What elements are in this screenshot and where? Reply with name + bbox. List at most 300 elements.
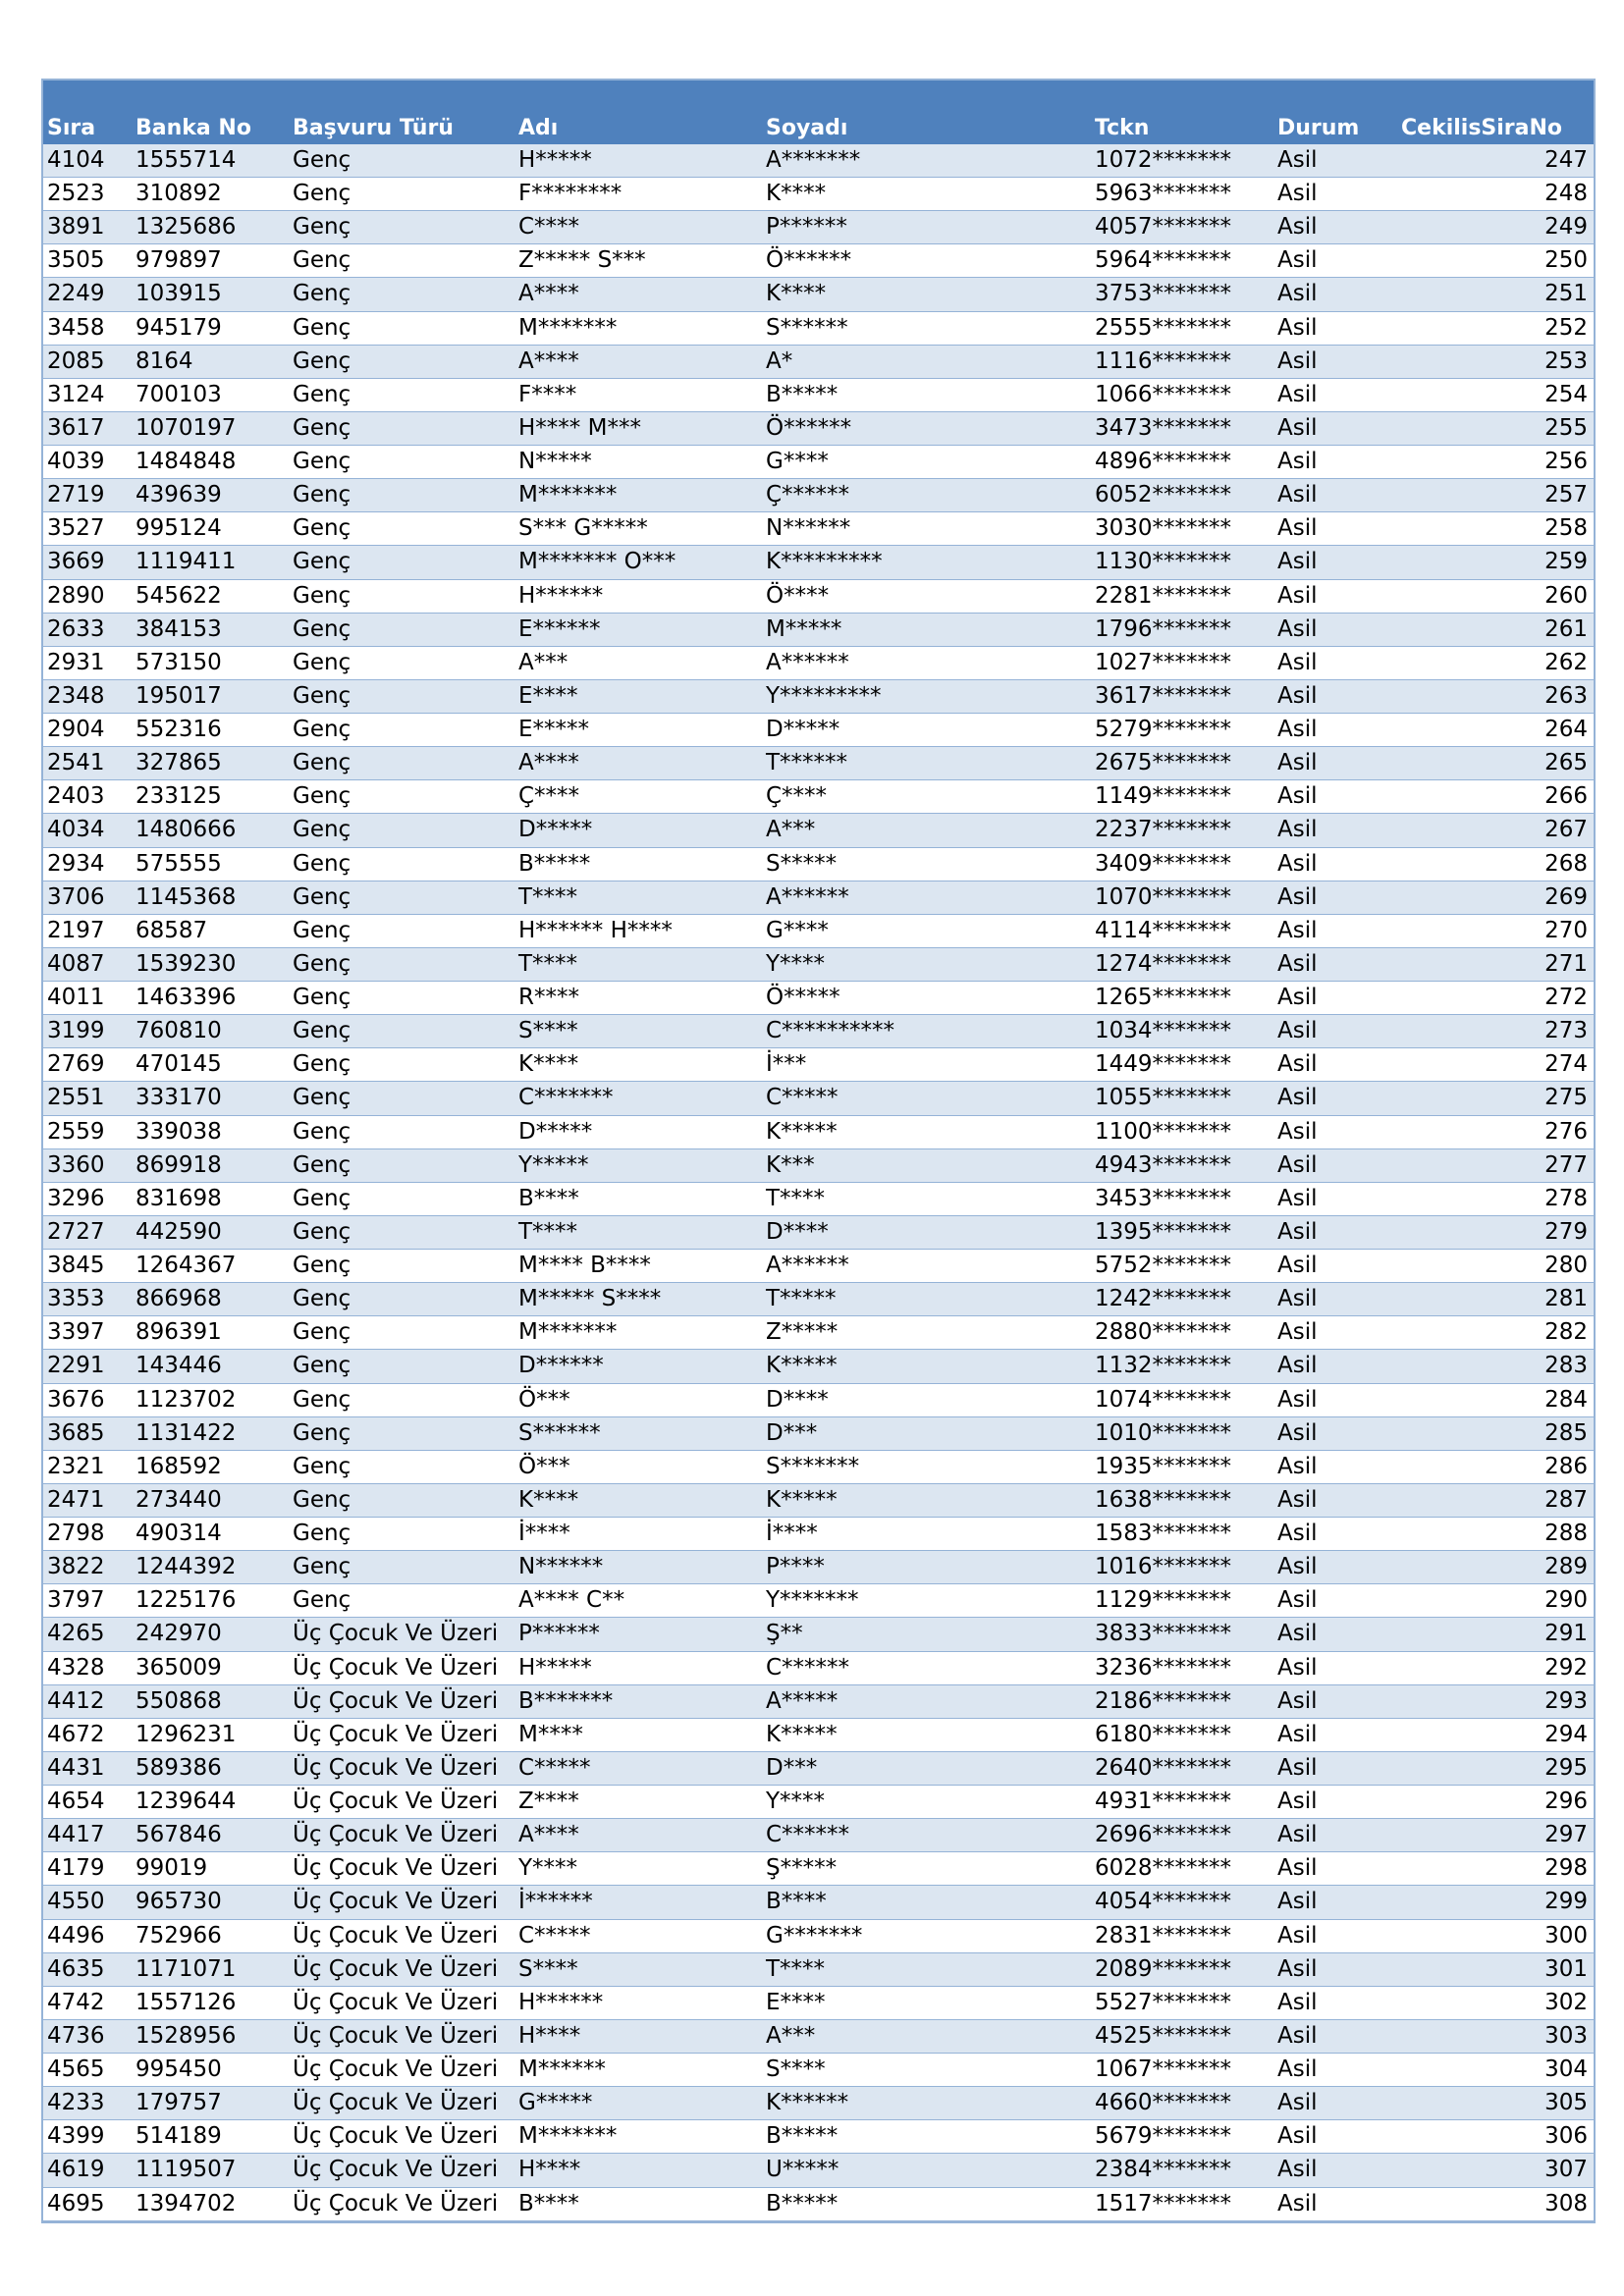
- cell-tckn: 3833*******: [1091, 1618, 1273, 1651]
- cell-banka-no: 1131422: [132, 1416, 289, 1450]
- cell-banka-no: 1244392: [132, 1551, 289, 1584]
- cell-sira: 4399: [43, 2120, 132, 2154]
- cell-banka-no: 552316: [132, 714, 289, 747]
- cell-durum: Asil: [1273, 1483, 1397, 1517]
- cell-sira: 2348: [43, 679, 132, 713]
- cell-durum: Asil: [1273, 278, 1397, 311]
- cell-adi: B*****: [514, 847, 762, 881]
- cell-tckn: 1034*******: [1091, 1015, 1273, 1048]
- cell-basvuru-turu: Üç Çocuk Ve Üzeri: [289, 1952, 514, 1986]
- cell-durum: Asil: [1273, 1952, 1397, 1986]
- table-body: [43, 143, 1594, 2220]
- cell-durum: Asil: [1273, 2187, 1397, 2220]
- cell-banka-no: 760810: [132, 1015, 289, 1048]
- cell-adi: C*******: [514, 1082, 762, 1115]
- cell-basvuru-turu: Genç: [289, 1416, 514, 1450]
- cell-tckn: 4054*******: [1091, 1886, 1273, 1919]
- cell-soyadi: S****: [762, 2054, 1091, 2087]
- table-row: [43, 1048, 1594, 1082]
- cell-banka-no: 1555714: [132, 143, 289, 178]
- cell-cekilis-sira-no: 294: [1397, 1718, 1594, 1751]
- cell-adi: E*****: [514, 714, 762, 747]
- cell-cekilis-sira-no: 280: [1397, 1250, 1594, 1283]
- table-row: [43, 178, 1594, 211]
- table-row: [43, 1518, 1594, 1551]
- table-row: [43, 1383, 1594, 1416]
- cell-cekilis-sira-no: 266: [1397, 780, 1594, 814]
- cell-tckn: 1449*******: [1091, 1048, 1273, 1082]
- cell-banka-no: 168592: [132, 1450, 289, 1483]
- cell-banka-no: 365009: [132, 1651, 289, 1684]
- cell-banka-no: 589386: [132, 1751, 289, 1785]
- cell-cekilis-sira-no: 273: [1397, 1015, 1594, 1048]
- table-row: [43, 1483, 1594, 1517]
- cell-basvuru-turu: Genç: [289, 244, 514, 278]
- cell-cekilis-sira-no: 301: [1397, 1952, 1594, 1986]
- cell-sira: 2291: [43, 1350, 132, 1383]
- cell-adi: C*****: [514, 1919, 762, 1952]
- cell-durum: Asil: [1273, 446, 1397, 479]
- cell-cekilis-sira-no: 296: [1397, 1786, 1594, 1819]
- cell-tckn: 5679*******: [1091, 2120, 1273, 2154]
- cell-cekilis-sira-no: 277: [1397, 1148, 1594, 1182]
- cell-durum: Asil: [1273, 1316, 1397, 1350]
- cell-banka-no: 1463396: [132, 982, 289, 1015]
- cell-durum: Asil: [1273, 1551, 1397, 1584]
- table-row: [43, 1215, 1594, 1249]
- cell-tckn: 1066*******: [1091, 378, 1273, 411]
- table-row: [43, 1283, 1594, 1316]
- cell-banka-no: 1480666: [132, 814, 289, 847]
- table-row: [43, 747, 1594, 780]
- cell-adi: C****: [514, 211, 762, 244]
- table-row: [43, 1919, 1594, 1952]
- cell-durum: Asil: [1273, 1819, 1397, 1852]
- cell-basvuru-turu: Genç: [289, 512, 514, 546]
- cell-basvuru-turu: Genç: [289, 1082, 514, 1115]
- cell-tckn: 1072*******: [1091, 143, 1273, 178]
- cell-sira: 3458: [43, 311, 132, 345]
- cell-adi: K****: [514, 1048, 762, 1082]
- col-header-banka-no[interactable]: Banka No: [132, 80, 289, 143]
- cell-tckn: 1016*******: [1091, 1551, 1273, 1584]
- cell-soyadi: İ***: [762, 1048, 1091, 1082]
- cell-sira: 4417: [43, 1819, 132, 1852]
- cell-tckn: 4660*******: [1091, 2087, 1273, 2120]
- table-row: [43, 1182, 1594, 1215]
- cell-sira: 3296: [43, 1182, 132, 1215]
- cell-cekilis-sira-no: 265: [1397, 747, 1594, 780]
- cell-durum: Asil: [1273, 1618, 1397, 1651]
- table-row: [43, 1751, 1594, 1785]
- cell-adi: M**** B****: [514, 1250, 762, 1283]
- cell-sira: 2197: [43, 914, 132, 947]
- cell-tckn: 3473*******: [1091, 411, 1273, 445]
- table-row: [43, 1651, 1594, 1684]
- table-row: [43, 814, 1594, 847]
- cell-tckn: 1129*******: [1091, 1584, 1273, 1618]
- table-row: [43, 847, 1594, 881]
- cell-tckn: 6028*******: [1091, 1852, 1273, 1886]
- cell-adi: H******: [514, 579, 762, 613]
- cell-durum: Asil: [1273, 1250, 1397, 1283]
- cell-cekilis-sira-no: 290: [1397, 1584, 1594, 1618]
- cell-tckn: 2384*******: [1091, 2154, 1273, 2187]
- cell-soyadi: Ö******: [762, 244, 1091, 278]
- table-row: [43, 1584, 1594, 1618]
- cell-sira: 3676: [43, 1383, 132, 1416]
- cell-soyadi: D****: [762, 1215, 1091, 1249]
- cell-banka-no: 439639: [132, 479, 289, 512]
- cell-cekilis-sira-no: 303: [1397, 2019, 1594, 2053]
- table-row: [43, 2054, 1594, 2087]
- cell-basvuru-turu: Genç: [289, 1350, 514, 1383]
- cell-soyadi: S******: [762, 311, 1091, 345]
- cell-adi: S******: [514, 1416, 762, 1450]
- cell-banka-no: 1123702: [132, 1383, 289, 1416]
- cell-sira: 3822: [43, 1551, 132, 1584]
- cell-adi: D******: [514, 1350, 762, 1383]
- cell-cekilis-sira-no: 284: [1397, 1383, 1594, 1416]
- table-row: [43, 1416, 1594, 1450]
- cell-sira: 2890: [43, 579, 132, 613]
- cell-adi: N*****: [514, 446, 762, 479]
- cell-basvuru-turu: Genç: [289, 714, 514, 747]
- table-row: [43, 579, 1594, 613]
- cell-banka-no: 490314: [132, 1518, 289, 1551]
- cell-adi: F********: [514, 178, 762, 211]
- cell-sira: 4496: [43, 1919, 132, 1952]
- cell-sira: 2719: [43, 479, 132, 512]
- table-row: [43, 1250, 1594, 1283]
- cell-basvuru-turu: Genç: [289, 579, 514, 613]
- cell-soyadi: C******: [762, 1819, 1091, 1852]
- cell-basvuru-turu: Genç: [289, 378, 514, 411]
- table-row: [43, 2120, 1594, 2154]
- cell-cekilis-sira-no: 255: [1397, 411, 1594, 445]
- cell-sira: 4265: [43, 1618, 132, 1651]
- cell-basvuru-turu: Genç: [289, 1383, 514, 1416]
- cell-soyadi: P****: [762, 1551, 1091, 1584]
- cell-adi: E****: [514, 679, 762, 713]
- cell-banka-no: 310892: [132, 178, 289, 211]
- cell-cekilis-sira-no: 268: [1397, 847, 1594, 881]
- cell-soyadi: Ö****: [762, 579, 1091, 613]
- cell-basvuru-turu: Üç Çocuk Ve Üzeri: [289, 2154, 514, 2187]
- cell-soyadi: Ç******: [762, 479, 1091, 512]
- cell-durum: Asil: [1273, 1148, 1397, 1182]
- cell-soyadi: Y****: [762, 1786, 1091, 1819]
- cell-soyadi: K****: [762, 278, 1091, 311]
- cell-basvuru-turu: Genç: [289, 1148, 514, 1182]
- cell-banka-no: 869918: [132, 1148, 289, 1182]
- cell-durum: Asil: [1273, 2087, 1397, 2120]
- cell-sira: 2633: [43, 613, 132, 646]
- cell-adi: M*******: [514, 2120, 762, 2154]
- cell-tckn: 1583*******: [1091, 1518, 1273, 1551]
- cell-tckn: 1027*******: [1091, 646, 1273, 679]
- cell-basvuru-turu: Genç: [289, 211, 514, 244]
- cell-soyadi: U*****: [762, 2154, 1091, 2187]
- cell-adi: D*****: [514, 1115, 762, 1148]
- cell-sira: 4087: [43, 947, 132, 981]
- table-row: [43, 947, 1594, 981]
- header-row: [43, 80, 1594, 143]
- cell-adi: Z****: [514, 1786, 762, 1819]
- cell-soyadi: K*****: [762, 1350, 1091, 1383]
- cell-cekilis-sira-no: 295: [1397, 1751, 1594, 1785]
- cell-durum: Asil: [1273, 2019, 1397, 2053]
- cell-basvuru-turu: Üç Çocuk Ve Üzeri: [289, 1651, 514, 1684]
- table-row: [43, 1551, 1594, 1584]
- table-row: [43, 479, 1594, 512]
- cell-adi: M*******: [514, 311, 762, 345]
- cell-adi: A**** C**: [514, 1584, 762, 1618]
- cell-adi: A****: [514, 278, 762, 311]
- cell-soyadi: Ö*****: [762, 982, 1091, 1015]
- table-row: [43, 1082, 1594, 1115]
- table-row: [43, 311, 1594, 345]
- cell-basvuru-turu: Genç: [289, 479, 514, 512]
- table-row: [43, 1450, 1594, 1483]
- cell-tckn: 3236*******: [1091, 1651, 1273, 1684]
- col-header-tckn[interactable]: Tckn: [1091, 80, 1273, 143]
- cell-banka-no: 99019: [132, 1852, 289, 1886]
- cell-banka-no: 1484848: [132, 446, 289, 479]
- cell-adi: T****: [514, 881, 762, 914]
- cell-cekilis-sira-no: 279: [1397, 1215, 1594, 1249]
- cell-adi: İ****: [514, 1518, 762, 1551]
- cell-banka-no: 470145: [132, 1048, 289, 1082]
- cell-cekilis-sira-no: 289: [1397, 1551, 1594, 1584]
- cell-banka-no: 1239644: [132, 1786, 289, 1819]
- cell-cekilis-sira-no: 252: [1397, 311, 1594, 345]
- cell-banka-no: 339038: [132, 1115, 289, 1148]
- cell-tckn: 1149*******: [1091, 780, 1273, 814]
- cell-banka-no: 1225176: [132, 1584, 289, 1618]
- cell-cekilis-sira-no: 278: [1397, 1182, 1594, 1215]
- cell-banka-no: 979897: [132, 244, 289, 278]
- cell-basvuru-turu: Genç: [289, 982, 514, 1015]
- cell-banka-no: 752966: [132, 1919, 289, 1952]
- cell-basvuru-turu: Üç Çocuk Ve Üzeri: [289, 2054, 514, 2087]
- cell-cekilis-sira-no: 275: [1397, 1082, 1594, 1115]
- table-row: [43, 2187, 1594, 2220]
- cell-cekilis-sira-no: 285: [1397, 1416, 1594, 1450]
- cell-durum: Asil: [1273, 881, 1397, 914]
- cell-cekilis-sira-no: 258: [1397, 512, 1594, 546]
- table-row: [43, 378, 1594, 411]
- cell-tckn: 4931*******: [1091, 1786, 1273, 1819]
- cell-tckn: 1935*******: [1091, 1450, 1273, 1483]
- cell-cekilis-sira-no: 263: [1397, 679, 1594, 713]
- cell-durum: Asil: [1273, 780, 1397, 814]
- cell-sira: 4233: [43, 2087, 132, 2120]
- cell-durum: Asil: [1273, 613, 1397, 646]
- cell-basvuru-turu: Üç Çocuk Ve Üzeri: [289, 2087, 514, 2120]
- cell-tckn: 2880*******: [1091, 1316, 1273, 1350]
- cell-cekilis-sira-no: 287: [1397, 1483, 1594, 1517]
- cell-adi: H****: [514, 2154, 762, 2187]
- cell-adi: S*** G*****: [514, 512, 762, 546]
- table-row: [43, 2087, 1594, 2120]
- cell-durum: Asil: [1273, 1450, 1397, 1483]
- cell-sira: 3669: [43, 546, 132, 579]
- col-header-soyadi[interactable]: Soyadı: [762, 80, 1091, 143]
- cell-basvuru-turu: Genç: [289, 646, 514, 679]
- cell-durum: Asil: [1273, 378, 1397, 411]
- cell-sira: 4039: [43, 446, 132, 479]
- cell-tckn: 3617*******: [1091, 679, 1273, 713]
- cell-banka-no: 896391: [132, 1316, 289, 1350]
- cell-tckn: 2237*******: [1091, 814, 1273, 847]
- cell-cekilis-sira-no: 264: [1397, 714, 1594, 747]
- cell-basvuru-turu: Üç Çocuk Ve Üzeri: [289, 1718, 514, 1751]
- cell-tckn: 4525*******: [1091, 2019, 1273, 2053]
- cell-banka-no: 143446: [132, 1350, 289, 1383]
- cell-adi: P******: [514, 1618, 762, 1651]
- cell-soyadi: B*****: [762, 2187, 1091, 2220]
- cell-durum: Asil: [1273, 1416, 1397, 1450]
- cell-cekilis-sira-no: 282: [1397, 1316, 1594, 1350]
- cell-basvuru-turu: Genç: [289, 1015, 514, 1048]
- cell-banka-no: 384153: [132, 613, 289, 646]
- cell-sira: 3505: [43, 244, 132, 278]
- cell-basvuru-turu: Üç Çocuk Ve Üzeri: [289, 1852, 514, 1886]
- cell-cekilis-sira-no: 251: [1397, 278, 1594, 311]
- cell-basvuru-turu: Üç Çocuk Ve Üzeri: [289, 1786, 514, 1819]
- cell-adi: Y*****: [514, 1148, 762, 1182]
- cell-tckn: 2640*******: [1091, 1751, 1273, 1785]
- cell-adi: B****: [514, 2187, 762, 2220]
- cell-sira: 4565: [43, 2054, 132, 2087]
- cell-sira: 3360: [43, 1148, 132, 1182]
- cell-basvuru-turu: Genç: [289, 1283, 514, 1316]
- cell-sira: 2931: [43, 646, 132, 679]
- cell-tckn: 1132*******: [1091, 1350, 1273, 1383]
- cell-durum: Asil: [1273, 411, 1397, 445]
- cell-cekilis-sira-no: 297: [1397, 1819, 1594, 1852]
- cell-tckn: 1265*******: [1091, 982, 1273, 1015]
- table-row: [43, 345, 1594, 378]
- cell-basvuru-turu: Üç Çocuk Ve Üzeri: [289, 1886, 514, 1919]
- cell-tckn: 5752*******: [1091, 1250, 1273, 1283]
- cell-sira: 4695: [43, 2187, 132, 2220]
- cell-adi: H****: [514, 2019, 762, 2053]
- cell-durum: Asil: [1273, 579, 1397, 613]
- cell-banka-no: 700103: [132, 378, 289, 411]
- cell-durum: Asil: [1273, 747, 1397, 780]
- cell-cekilis-sira-no: 260: [1397, 579, 1594, 613]
- cell-soyadi: E****: [762, 1986, 1091, 2019]
- table-row: [43, 780, 1594, 814]
- cell-soyadi: M*****: [762, 613, 1091, 646]
- cell-adi: D*****: [514, 814, 762, 847]
- cell-durum: Asil: [1273, 1886, 1397, 1919]
- cell-banka-no: 442590: [132, 1215, 289, 1249]
- cell-cekilis-sira-no: 281: [1397, 1283, 1594, 1316]
- cell-cekilis-sira-no: 304: [1397, 2054, 1594, 2087]
- cell-sira: 2541: [43, 747, 132, 780]
- table-row: [43, 982, 1594, 1015]
- col-header-basvuru-turu[interactable]: Başvuru Türü: [289, 80, 514, 143]
- cell-sira: 4672: [43, 1718, 132, 1751]
- cell-tckn: 3453*******: [1091, 1182, 1273, 1215]
- table-row: [43, 446, 1594, 479]
- cell-basvuru-turu: Genç: [289, 345, 514, 378]
- cell-basvuru-turu: Genç: [289, 947, 514, 981]
- cell-adi: İ******: [514, 1886, 762, 1919]
- cell-sira: 4742: [43, 1986, 132, 2019]
- col-header-cekilis-sira-no[interactable]: CekilisSiraNo: [1397, 80, 1594, 143]
- cell-durum: Asil: [1273, 1651, 1397, 1684]
- cell-cekilis-sira-no: 283: [1397, 1350, 1594, 1383]
- cell-tckn: 6180*******: [1091, 1718, 1273, 1751]
- cell-durum: Asil: [1273, 546, 1397, 579]
- cell-adi: M*******: [514, 479, 762, 512]
- cell-durum: Asil: [1273, 814, 1397, 847]
- cell-soyadi: A*******: [762, 143, 1091, 178]
- cell-basvuru-turu: Üç Çocuk Ve Üzeri: [289, 2019, 514, 2053]
- cell-sira: 2904: [43, 714, 132, 747]
- cell-sira: 3797: [43, 1584, 132, 1618]
- cell-soyadi: K*****: [762, 1483, 1091, 1517]
- col-header-durum[interactable]: Durum: [1273, 80, 1397, 143]
- cell-basvuru-turu: Genç: [289, 881, 514, 914]
- cell-banka-no: 831698: [132, 1182, 289, 1215]
- cell-cekilis-sira-no: 270: [1397, 914, 1594, 947]
- cell-soyadi: P******: [762, 211, 1091, 244]
- cell-sira: 3845: [43, 1250, 132, 1283]
- cell-sira: 3124: [43, 378, 132, 411]
- table-row: [43, 1886, 1594, 1919]
- cell-soyadi: D***: [762, 1416, 1091, 1450]
- cell-banka-no: 195017: [132, 679, 289, 713]
- table-row: [43, 1148, 1594, 1182]
- cell-soyadi: K******: [762, 2087, 1091, 2120]
- cell-adi: A****: [514, 1819, 762, 1852]
- table-row: [43, 143, 1594, 178]
- cell-durum: Asil: [1273, 1115, 1397, 1148]
- col-header-sira[interactable]: Sıra: [43, 80, 132, 143]
- cell-basvuru-turu: Genç: [289, 914, 514, 947]
- table-row: [43, 914, 1594, 947]
- cell-adi: S****: [514, 1015, 762, 1048]
- cell-soyadi: Y****: [762, 947, 1091, 981]
- cell-basvuru-turu: Üç Çocuk Ve Üzeri: [289, 2187, 514, 2220]
- cell-durum: Asil: [1273, 1751, 1397, 1785]
- cell-soyadi: D*****: [762, 714, 1091, 747]
- cell-durum: Asil: [1273, 714, 1397, 747]
- cell-soyadi: C*****: [762, 1082, 1091, 1115]
- cell-banka-no: 567846: [132, 1819, 289, 1852]
- table-row: [43, 613, 1594, 646]
- cell-tckn: 4896*******: [1091, 446, 1273, 479]
- cell-adi: A****: [514, 747, 762, 780]
- cell-tckn: 1070*******: [1091, 881, 1273, 914]
- cell-sira: 2798: [43, 1518, 132, 1551]
- cell-adi: H*****: [514, 143, 762, 178]
- cell-soyadi: Ş**: [762, 1618, 1091, 1651]
- cell-tckn: 1395*******: [1091, 1215, 1273, 1249]
- cell-sira: 4104: [43, 143, 132, 178]
- cell-adi: T****: [514, 947, 762, 981]
- col-header-adi[interactable]: Adı: [514, 80, 762, 143]
- cell-durum: Asil: [1273, 1048, 1397, 1082]
- cell-banka-no: 1145368: [132, 881, 289, 914]
- cell-basvuru-turu: Genç: [289, 1584, 514, 1618]
- cell-sira: 2523: [43, 178, 132, 211]
